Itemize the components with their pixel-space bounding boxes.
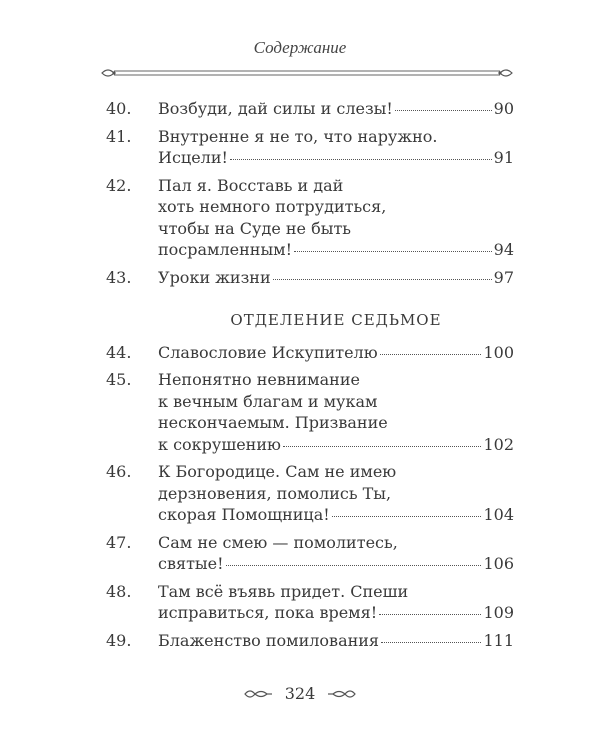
entry-number: 49. bbox=[106, 630, 132, 650]
entry-last-line bbox=[158, 553, 514, 575]
dot-leader bbox=[380, 354, 482, 355]
entry-body bbox=[158, 461, 514, 526]
entry-page-number: 102 bbox=[483, 434, 514, 454]
toc-group-2 bbox=[100, 342, 514, 652]
dot-leader bbox=[294, 251, 492, 252]
entry-number: 48. bbox=[106, 581, 132, 601]
dot-leader bbox=[226, 565, 482, 566]
section-heading: ОТДЕЛЕНИЕ СЕДЬМОЕ bbox=[230, 311, 442, 329]
entry-title-line: Уроки жизни bbox=[158, 267, 271, 287]
entry-last-line bbox=[158, 98, 514, 120]
entry-body bbox=[158, 630, 514, 652]
toc-entry bbox=[100, 581, 514, 624]
entry-title-line: исправиться, пока время! bbox=[158, 603, 378, 622]
entry-number: 45. bbox=[106, 370, 132, 389]
toc-entry bbox=[100, 98, 514, 120]
entry-page-number: 91 bbox=[493, 148, 514, 167]
ornament-rule-icon bbox=[100, 66, 514, 80]
entry-number: 47. bbox=[106, 532, 132, 552]
entry-number: 41. bbox=[106, 126, 132, 146]
entry-last-line bbox=[158, 504, 514, 526]
entry-last-line bbox=[158, 630, 514, 652]
toc-entry bbox=[100, 532, 514, 575]
entry-title-line: к вечным благам и мукам bbox=[158, 391, 378, 411]
entry-body bbox=[158, 532, 514, 575]
dot-leader bbox=[230, 159, 492, 160]
entry-page-number: 109 bbox=[483, 603, 514, 622]
dot-leader bbox=[273, 279, 492, 280]
toc-group-1 bbox=[100, 98, 514, 288]
entry-page-number: 100 bbox=[483, 342, 514, 362]
entry-title-line: К Богородице. Сам не имею bbox=[158, 462, 397, 481]
entry-title-line: Исцели! bbox=[158, 148, 228, 167]
entry-number: 40. bbox=[106, 99, 132, 118]
entry-last-line bbox=[158, 434, 514, 456]
left-ornament-icon bbox=[243, 688, 273, 700]
entry-number: 46. bbox=[106, 462, 132, 481]
toc-entry bbox=[100, 175, 514, 261]
entry-page-number: 111 bbox=[483, 630, 514, 650]
page-number: 324 bbox=[284, 684, 316, 703]
entry-title-line: Блаженство помилования bbox=[158, 630, 380, 650]
entry-title-line: Сам не смею — помолитесь, bbox=[158, 532, 398, 552]
dot-leader bbox=[395, 110, 492, 111]
entry-number: 44. bbox=[106, 342, 132, 362]
toc-entry bbox=[100, 126, 514, 169]
toc-entry bbox=[100, 369, 514, 455]
toc-entry bbox=[100, 461, 514, 526]
entry-title-line: Славословие Искупителю bbox=[158, 342, 378, 362]
entry-title-line: Пал я. Восставь и дай bbox=[158, 175, 344, 195]
entry-page-number: 106 bbox=[483, 554, 514, 573]
entry-title-line: Там всё въявь придет. Спеши bbox=[158, 581, 409, 601]
page-footer bbox=[0, 684, 600, 703]
entry-title-line: хоть немного потрудиться, bbox=[158, 197, 387, 216]
header-title: Содержание bbox=[253, 38, 347, 57]
entry-title-line: посрамленным! bbox=[158, 240, 293, 259]
entry-body bbox=[158, 581, 514, 624]
entry-title-line: святые! bbox=[158, 554, 224, 573]
entry-body bbox=[158, 369, 514, 455]
entry-title-line: скорая Помощница! bbox=[158, 505, 330, 524]
entry-title-line: Возбуди, дай силы и слезы! bbox=[158, 99, 393, 118]
entry-title-line: чтобы на Суде не быть bbox=[158, 218, 352, 238]
toc-entry bbox=[100, 267, 514, 289]
entry-page-number: 104 bbox=[483, 505, 514, 524]
dot-leader bbox=[379, 614, 481, 615]
entry-body bbox=[158, 98, 514, 120]
entry-body bbox=[158, 175, 514, 261]
dot-leader bbox=[381, 642, 481, 643]
entry-body bbox=[158, 267, 514, 289]
entry-page-number: 94 bbox=[493, 240, 514, 259]
dot-leader bbox=[332, 516, 482, 517]
toc-entry bbox=[100, 630, 514, 652]
entry-page-number: 90 bbox=[493, 99, 514, 118]
entry-number: 42. bbox=[106, 175, 132, 195]
entry-body bbox=[158, 342, 514, 364]
right-ornament-icon bbox=[327, 688, 357, 700]
entry-last-line bbox=[158, 239, 514, 261]
entry-last-line bbox=[158, 342, 514, 364]
entry-last-line bbox=[158, 267, 514, 289]
entry-last-line bbox=[158, 602, 514, 624]
entry-last-line bbox=[158, 147, 514, 169]
entry-title-line: нескончаемым. Призвание bbox=[158, 413, 388, 432]
toc-entry bbox=[100, 342, 514, 364]
table-of-contents bbox=[100, 98, 514, 657]
entry-number: 43. bbox=[106, 267, 132, 287]
entry-page-number: 97 bbox=[493, 267, 514, 287]
entry-title-line: Внутренне я не то, что наружно. bbox=[158, 126, 438, 146]
entry-title-line: дерзновения, помолись Ты, bbox=[158, 483, 392, 503]
entry-body bbox=[158, 126, 514, 169]
entry-title-line: к сокрушению bbox=[158, 434, 281, 454]
entry-title-line: Непонятно невнимание bbox=[158, 370, 360, 389]
dot-leader bbox=[283, 446, 482, 447]
